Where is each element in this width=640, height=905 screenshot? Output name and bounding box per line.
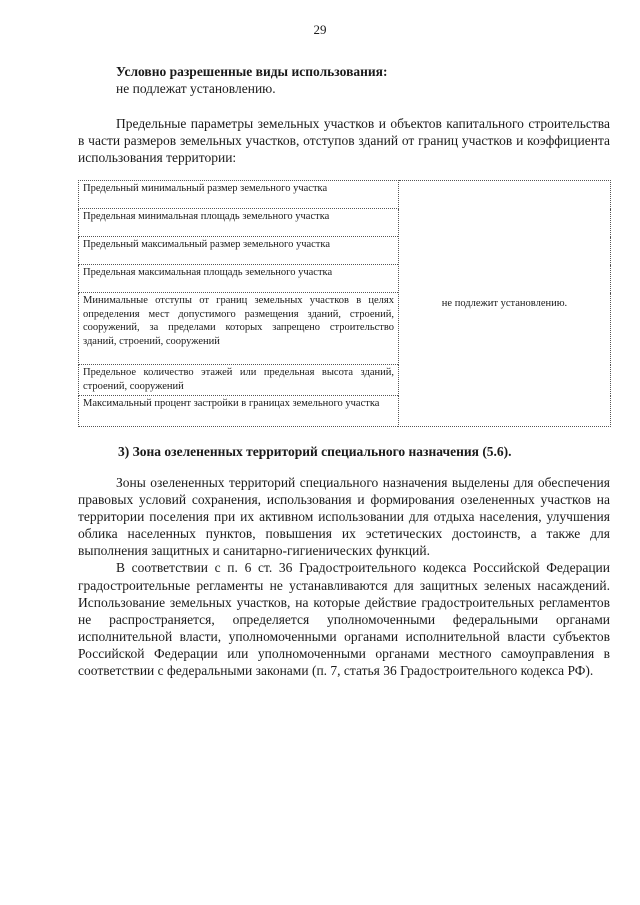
param-name: Предельная максимальная площадь земельного участка bbox=[79, 265, 399, 293]
conditional-uses-heading: Условно разрешенные виды использования: bbox=[116, 64, 388, 79]
param-name: Предельный максимальный размер земельного участка bbox=[79, 237, 399, 265]
param-value: не подлежит установлению. bbox=[399, 181, 611, 427]
page-number: 29 bbox=[313, 22, 327, 37]
param-name: Максимальный процент застройки в границах земельного участка bbox=[79, 396, 399, 427]
param-name: Предельное количество этажей или предельная высота зданий, строений, сооружений bbox=[79, 365, 399, 396]
param-name: Предельный минимальный размер земельного участка bbox=[79, 181, 399, 209]
table-row bbox=[79, 181, 611, 209]
params-table bbox=[78, 180, 611, 427]
zone-paragraph: Зоны озелененных территорий специального назначения выделены для обеспечения правовых условий сохранения, использования и формирования озелененных участков на территории поселения при их активном использовании для отдыха населения, улучшения облика населенных пунктов, повышения их эстетических достоинств, а также для выполнения защитных и санитарно-гигиенических функций. bbox=[78, 475, 610, 559]
param-name: Минимальные отступы от границ земельных участков в целях определения мест допустимого размещения зданий, строений, сооружений, за пределами которых запрещено строительство зданий, строений, сооружений bbox=[79, 293, 399, 365]
conditional-uses-text: не подлежат установлению. bbox=[116, 81, 276, 96]
param-name: Предельная минимальная площадь земельного участка bbox=[79, 209, 399, 237]
zone-heading: 3) Зона озелененных территорий специального назначения (5.6). bbox=[118, 444, 512, 459]
zone-paragraph: В соответствии с п. 6 ст. 36 Градостроительного кодекса Российской Федерации градостроительные регламенты не устанавливаются для защитных зеленых насаждений. Использование земельных участков, на которые действие градостроительных регламентов не распространяется, определяется уполномоченными федеральными органами исполнительной власти, уполномоченными органами исполнительной власти субъектов Российской Федерации или уполномоченными органами местного самоуправления в соответствии с федеральными законами (п. 7, статья 36 Градостроительного кодекса РФ). bbox=[78, 560, 610, 679]
params-intro: Предельные параметры земельных участков и объектов капитального строительства в части размеров земельных участков, отступов зданий от границ участков и коэффициента использования территории: bbox=[78, 116, 610, 165]
zone-text bbox=[78, 474, 610, 679]
